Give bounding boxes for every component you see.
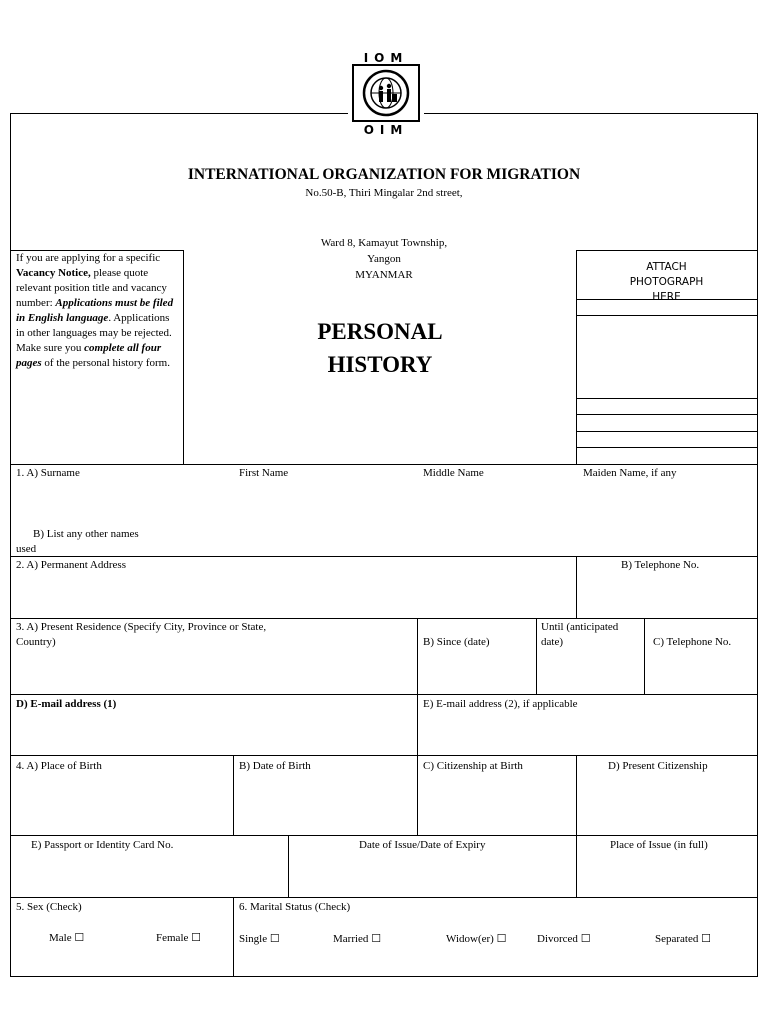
present-telephone-field[interactable] — [646, 652, 756, 692]
citizenship-at-birth-field[interactable] — [419, 775, 574, 833]
passport-label: E) Passport or Identity Card No. — [31, 839, 174, 851]
row-3-top — [10, 618, 758, 619]
permanent-telephone-label: B) Telephone No. — [621, 559, 700, 571]
other-names-label-2: used — [16, 543, 37, 555]
since-date-label: B) Since (date) — [423, 636, 490, 648]
female-checkbox[interactable]: Female ☐ — [156, 931, 201, 945]
email-1-field[interactable] — [12, 713, 415, 753]
place-of-birth-label: 4. A) Place of Birth — [16, 760, 102, 772]
photo-line-5 — [576, 431, 757, 432]
separated-checkbox[interactable]: Separated ☐ — [655, 932, 711, 946]
address-line-3: Yangon — [367, 253, 401, 265]
photo-label-1: ATTACH — [646, 261, 687, 273]
citizenship-at-birth-label: C) Citizenship at Birth — [423, 760, 523, 772]
sex-label: 5. Sex (Check) — [16, 901, 82, 913]
email-1-label: D) E-mail address (1) — [16, 698, 117, 710]
address-line-4: MYANMAR — [355, 269, 413, 281]
issue-expiry-field[interactable] — [290, 854, 574, 895]
row-1-top — [10, 464, 758, 465]
date-of-birth-field[interactable] — [235, 775, 415, 833]
since-date-field[interactable] — [419, 652, 534, 692]
email-2-label: E) E-mail address (2), if applicable — [423, 698, 578, 710]
notice-box-right — [183, 250, 184, 464]
logo-bottom-text: OIM — [363, 123, 409, 137]
place-of-birth-field[interactable] — [12, 775, 231, 833]
maiden-name-label: Maiden Name, if any — [583, 467, 677, 479]
middle-name-label: Middle Name — [423, 467, 484, 479]
row-4-top — [10, 755, 758, 756]
present-citizenship-field[interactable] — [578, 775, 756, 833]
row-4e-div — [288, 835, 289, 897]
row-4-div-3 — [576, 755, 577, 897]
until-date-label-1: Until (anticipated — [541, 621, 619, 633]
row-4-div-2 — [417, 755, 418, 835]
row-2-top — [10, 556, 758, 557]
row-2-divider — [576, 556, 577, 618]
logo-top-text: IOM — [363, 51, 409, 65]
org-name: INTERNATIONAL ORGANIZATION FOR MIGRATION — [187, 166, 581, 183]
frame-top-right — [424, 113, 757, 114]
notice-text-3: . Applications in other languages may be rejected. Make sure you — [16, 312, 172, 354]
frame-top-left — [10, 113, 348, 114]
photo-line-3 — [576, 398, 757, 399]
first-name-field[interactable] — [236, 482, 416, 522]
date-of-birth-label: B) Date of Birth — [239, 760, 311, 772]
middle-name-field[interactable] — [420, 482, 576, 522]
other-names-field[interactable] — [180, 524, 756, 556]
globe-icon — [352, 64, 420, 122]
present-residence-label-1: 3. A) Present Residence (Specify City, Province or State, — [16, 621, 267, 633]
until-date-label-2: date) — [541, 636, 563, 648]
notice-text-1: If you are applying for a specific — [16, 252, 161, 264]
photo-label-2: PHOTOGRAPH — [629, 276, 704, 288]
other-names-label-1: B) List any other names — [33, 528, 139, 540]
present-residence-field[interactable] — [12, 652, 415, 692]
notice-text-vacancy: Vacancy Notice, — [16, 267, 91, 279]
photo-line-6 — [576, 447, 757, 448]
present-citizenship-label: D) Present Citizenship — [608, 760, 708, 772]
married-checkbox[interactable]: Married ☐ — [333, 932, 381, 946]
notice-text-2: please quote relevant position title and vacancy number: — [16, 267, 167, 309]
first-name-label: First Name — [239, 467, 289, 479]
frame-bottom — [10, 976, 758, 977]
row-3-div-3 — [644, 618, 645, 694]
until-date-field[interactable] — [538, 652, 642, 692]
place-of-issue-label: Place of Issue (in full) — [610, 839, 708, 851]
passport-field[interactable] — [12, 854, 286, 895]
present-residence-label-2: Country) — [16, 636, 56, 648]
male-checkbox[interactable]: Male ☐ — [49, 931, 84, 945]
form-title-line-1: PERSONAL — [317, 319, 443, 344]
row-3-div-2 — [536, 618, 537, 694]
photo-line-4 — [576, 414, 757, 415]
permanent-telephone-field[interactable] — [578, 574, 756, 616]
divorced-checkbox[interactable]: Divorced ☐ — [537, 932, 591, 946]
marital-status-label: 6. Marital Status (Check) — [239, 901, 351, 913]
form-title-line-2: HISTORY — [327, 352, 433, 377]
row-4e-top — [10, 835, 758, 836]
surname-field[interactable] — [12, 482, 232, 522]
photo-line-2 — [576, 315, 757, 316]
vacancy-notice-instructions — [16, 251, 180, 371]
surname-label: 1. A) Surname — [16, 467, 80, 479]
maiden-name-field[interactable] — [580, 482, 756, 522]
row-3d-top — [10, 694, 758, 695]
notice-text-complete: complete all four pages — [16, 342, 162, 369]
notice-text-language: Applications must be filed in English language — [16, 297, 174, 324]
photo-line-1 — [576, 299, 757, 300]
address-line-2: Ward 8, Kamayut Township, — [320, 237, 448, 249]
row-3-div-1 — [417, 618, 418, 755]
iom-logo — [348, 52, 424, 136]
place-of-issue-field[interactable] — [578, 854, 756, 895]
photo-label-3: HERE — [652, 291, 681, 301]
notice-text-4: of the personal history form. — [41, 357, 170, 369]
present-telephone-label: C) Telephone No. — [653, 636, 732, 648]
single-checkbox[interactable]: Single ☐ — [239, 932, 280, 946]
permanent-address-field[interactable] — [12, 574, 574, 616]
row-5-top — [10, 897, 758, 898]
row-5-div — [233, 897, 234, 976]
widower-checkbox[interactable]: Widow(er) ☐ — [446, 932, 506, 946]
permanent-address-label: 2. A) Permanent Address — [16, 559, 126, 571]
issue-expiry-label: Date of Issue/Date of Expiry — [359, 839, 486, 851]
email-2-field[interactable] — [419, 713, 756, 753]
address-line-1: No.50-B, Thiri Mingalar 2nd street, — [305, 187, 463, 199]
row-4-div-1 — [233, 755, 234, 835]
